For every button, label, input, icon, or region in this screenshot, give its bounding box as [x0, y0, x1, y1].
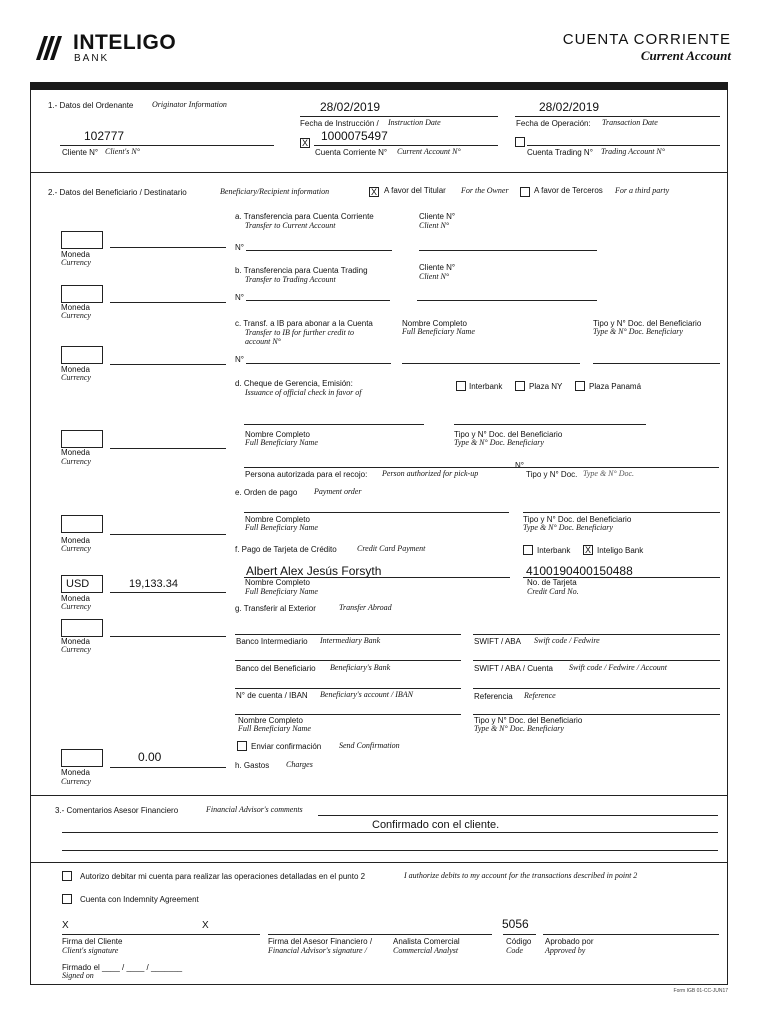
g-iban-label: N° de cuenta / IBAN: [236, 691, 308, 700]
option-c-label: c. Transf. a IB para abonar a la Cuenta: [235, 319, 373, 328]
d-name-line[interactable]: [244, 424, 424, 425]
form-id: Form IGB 01-CC-JUN17: [673, 988, 728, 994]
authorize-checkbox[interactable]: [62, 871, 72, 881]
g-benef-bank-line[interactable]: [235, 660, 461, 661]
h-currency-box[interactable]: [61, 749, 103, 767]
current-account-checkbox[interactable]: X: [301, 138, 308, 148]
b-n-label: N°: [235, 293, 244, 302]
trading-account-label-en: Trading Account N°: [601, 147, 665, 156]
for-owner-checkbox[interactable]: X: [370, 187, 377, 197]
code-line[interactable]: [503, 934, 536, 935]
g-intermediary-label: Banco Intermediario: [236, 637, 308, 646]
c-doc-line[interactable]: [593, 363, 720, 364]
d-pickup-doc-label-en: Type & N° Doc.: [583, 469, 635, 478]
analyst-label: Analista Comercial: [393, 937, 460, 946]
d-plaza-ny-label: Plaza NY: [529, 382, 563, 391]
client-signature-label-en: Client's signature: [62, 946, 119, 955]
b-client-label-en: Client N°: [419, 272, 450, 281]
d-amount-line[interactable]: [110, 448, 226, 449]
f-card-number-value[interactable]: 4100190400150488: [526, 564, 633, 578]
bank-logo-icon: [34, 34, 66, 62]
option-b-label: b. Transferencia para Cuenta Trading: [235, 266, 368, 275]
b-client-line[interactable]: [417, 300, 597, 301]
option-g-label-en: Transfer Abroad: [339, 603, 392, 612]
advisor-signature-label-en: Financial Advisor's signature /: [268, 946, 367, 955]
c-name-label: Nombre Completo: [402, 319, 467, 328]
c-n-label: N°: [235, 355, 244, 364]
option-d-label: d. Cheque de Gerencia, Emisión:: [235, 379, 353, 388]
a-amount-line[interactable]: [110, 247, 226, 248]
option-h-label: h. Gastos: [235, 761, 270, 770]
d-name-label-en: Full Beneficiary Name: [245, 438, 318, 447]
option-c-label-en-2: account N°: [245, 337, 281, 346]
bank-sub: BANK: [74, 53, 110, 64]
f-interbank-label: Interbank: [537, 546, 571, 555]
h-currency-label-en: Currency: [61, 777, 91, 786]
divider: [30, 795, 728, 796]
code-value[interactable]: 5056: [502, 917, 529, 931]
b-currency-box[interactable]: [61, 285, 103, 303]
f-card-label-en: Credit Card No.: [527, 587, 579, 596]
f-amount-value[interactable]: 19,133.34: [129, 578, 178, 590]
f-card-label: No. de Tarjeta: [527, 578, 577, 587]
third-party-label-en: For a third party: [615, 186, 670, 195]
g-reference-label-en: Reference: [524, 691, 556, 700]
client-number-label: Cliente N°: [62, 148, 99, 157]
d-doc-line[interactable]: [454, 424, 646, 425]
advisor-signature-label: Firma del Asesor Financiero /: [268, 937, 373, 946]
g-doc-label-en: Type & N° Doc. Beneficiary: [474, 724, 564, 733]
d-interbank-checkbox[interactable]: [456, 381, 466, 391]
g-benef-bank-label-en: Beneficiary's Bank: [330, 663, 391, 672]
d-doc-label-en: Type & N° Doc. Beneficiary: [454, 438, 544, 447]
d-pickup-label-en: Person authorized for pick-up: [382, 469, 479, 478]
g-intermediary-line[interactable]: [235, 634, 461, 635]
e-doc-label: Tipo y N° Doc. del Beneficiario: [523, 515, 632, 524]
s1-heading: 1.- Datos del Ordenante: [48, 101, 134, 110]
indemnity-label: Cuenta con Indemnity Agreement: [80, 895, 199, 904]
d-currency-box[interactable]: [61, 430, 103, 448]
option-c-label-en-1: Transfer to IB for further credit to: [245, 328, 355, 337]
c-currency-box[interactable]: [61, 346, 103, 364]
f-currency-value: USD: [66, 578, 90, 590]
b-account-line[interactable]: [246, 300, 390, 301]
operation-date-value[interactable]: 28/02/2019: [539, 100, 600, 114]
option-a-label: a. Transferencia para Cuenta Corriente: [235, 212, 374, 221]
d-pickup-line[interactable]: [244, 467, 719, 468]
a-n-label: N°: [235, 243, 244, 252]
current-account-label: Cuenta Corriente N°: [315, 148, 388, 157]
divider: [30, 172, 728, 173]
g-reference-line[interactable]: [473, 688, 720, 689]
b-amount-line[interactable]: [110, 302, 226, 303]
authorize-label: Autorizo debitar mi cuenta para realizar las operaciones detalladas en el punto 2: [80, 872, 366, 881]
h-charges-amount[interactable]: 0.00: [138, 750, 162, 764]
g-name-line[interactable]: [235, 714, 461, 715]
approved-label: Aprobado por: [545, 937, 594, 946]
a-currency-label: Moneda: [61, 250, 90, 259]
signed-on-label-en: Signed on: [62, 971, 94, 980]
b-client-label: Cliente N°: [419, 263, 456, 272]
for-owner-label-en: For the Owner: [461, 186, 509, 195]
code-label: Código: [506, 937, 532, 946]
d-doc-label: Tipo y N° Doc. del Beneficiario: [454, 430, 563, 439]
c-name-label-en: Full Beneficiary Name: [402, 327, 475, 336]
signed-on-label[interactable]: Firmado el ____ / ____ / _______: [62, 963, 183, 972]
a-currency-label-en: Currency: [61, 258, 91, 267]
g-swift-account-line[interactable]: [473, 660, 720, 661]
option-h-label-en: Charges: [286, 760, 313, 769]
g-currency-label: Moneda: [61, 637, 90, 646]
option-f-label-en: Credit Card Payment: [357, 544, 426, 553]
option-f-label: f. Pago de Tarjeta de Crédito: [235, 545, 337, 554]
g-swift-account-label: SWIFT / ABA / Cuenta: [474, 664, 553, 673]
g-iban-label-en: Beneficiary's account / IBAN: [320, 690, 414, 699]
d-currency-label-en: Currency: [61, 457, 91, 466]
c-doc-label-en: Type & N° Doc. Beneficiary: [593, 327, 683, 336]
third-party-checkbox[interactable]: [520, 187, 530, 197]
form-title: CUENTA CORRIENTE: [562, 31, 731, 48]
divider: [30, 862, 728, 863]
c-doc-label: Tipo y N° Doc. del Beneficiario: [593, 319, 702, 328]
g-doc-label: Tipo y N° Doc. del Beneficiario: [474, 716, 583, 725]
operation-date-label-en: Transaction Date: [602, 118, 658, 127]
advisor-signature-line[interactable]: [268, 934, 492, 935]
d-interbank-label: Interbank: [469, 382, 503, 391]
option-e-label: e. Orden de pago: [235, 488, 298, 497]
bank-name: INTELIGO: [73, 31, 177, 54]
a-currency-box[interactable]: [61, 231, 103, 249]
e-currency-label: Moneda: [61, 536, 90, 545]
e-name-label-en: Full Beneficiary Name: [245, 523, 318, 532]
g-doc-line[interactable]: [473, 714, 720, 715]
f-beneficiary-name-value[interactable]: Albert Alex Jesús Forsyth: [246, 564, 382, 578]
indemnity-checkbox[interactable]: [62, 894, 72, 904]
s3-heading: 3.- Comentarios Asesor Financiero: [55, 806, 179, 815]
f-currency-box[interactable]: [61, 575, 103, 593]
form-subtitle: Current Account: [640, 48, 731, 63]
g-name-label: Nombre Completo: [238, 716, 303, 725]
option-e-label-en: Payment order: [314, 487, 362, 496]
g-iban-line[interactable]: [235, 688, 461, 689]
option-a-label-en: Transfer to Current Account: [245, 221, 336, 230]
d-plaza-ny-checkbox[interactable]: [515, 381, 525, 391]
c-amount-line[interactable]: [110, 364, 226, 365]
f-interbank-checkbox[interactable]: [523, 545, 533, 555]
g-currency-box[interactable]: [61, 619, 103, 637]
f-inteligo-label: Inteligo Bank: [597, 546, 644, 555]
send-confirmation-label-en: Send Confirmation: [339, 741, 400, 750]
d-pickup-n-label: N°: [515, 461, 524, 470]
header-bar: [30, 82, 728, 90]
g-swift-label-en: Swift code / Fedwire: [534, 636, 600, 645]
g-currency-label-en: Currency: [61, 645, 91, 654]
send-confirmation-label: Enviar confirmación: [251, 742, 322, 751]
client-signature-label: Firma del Cliente: [62, 937, 123, 946]
trading-account-checkbox[interactable]: [515, 137, 525, 147]
g-amount-line[interactable]: [110, 636, 226, 637]
analyst-label-en: Commercial Analyst: [393, 946, 459, 955]
g-swift-label: SWIFT / ABA: [474, 637, 521, 646]
s2-heading: 2.- Datos del Beneficiario / Destinatario: [48, 188, 187, 197]
d-pickup-doc-label: Tipo y N° Doc.: [526, 470, 578, 479]
h-currency-label: Moneda: [61, 768, 90, 777]
client-number-value[interactable]: 102777: [84, 129, 125, 143]
s3-heading-en: Financial Advisor's comments: [206, 805, 303, 814]
instruction-date-label-en: Instruction Date: [388, 118, 441, 127]
f-name-label-en: Full Beneficiary Name: [245, 587, 318, 596]
c-currency-label-en: Currency: [61, 373, 91, 382]
s2-heading-en: Beneficiary/Recipient information: [220, 187, 330, 196]
send-confirmation-checkbox[interactable]: [237, 741, 247, 751]
b-currency-label: Moneda: [61, 303, 90, 312]
c-name-line[interactable]: [402, 363, 580, 364]
g-name-label-en: Full Beneficiary Name: [238, 724, 311, 733]
g-swift-line[interactable]: [473, 634, 720, 635]
d-plaza-panama-label: Plaza Panamá: [589, 382, 642, 391]
b-currency-label-en: Currency: [61, 311, 91, 320]
third-party-label: A favor de Terceros: [534, 186, 603, 195]
option-g-label: g. Transferir al Exterior: [235, 604, 316, 613]
code-label-en: Code: [506, 946, 523, 955]
e-currency-label-en: Currency: [61, 544, 91, 553]
e-name-label: Nombre Completo: [245, 515, 310, 524]
approved-line[interactable]: [543, 934, 719, 935]
e-doc-label-en: Type & N° Doc. Beneficiary: [523, 523, 613, 532]
f-currency-label-en: Currency: [61, 602, 91, 611]
e-currency-box[interactable]: [61, 515, 103, 533]
current-account-value[interactable]: 1000075497: [321, 129, 388, 143]
client-signature-x2: X: [202, 920, 209, 931]
client-signature-line[interactable]: [62, 934, 260, 935]
approved-label-en: Approved by: [545, 946, 586, 955]
g-benef-bank-label: Banco del Beneficiario: [236, 664, 316, 673]
a-client-line[interactable]: [419, 250, 597, 251]
c-account-line[interactable]: [246, 363, 391, 364]
g-reference-label: Referencia: [474, 692, 513, 701]
option-d-label-en: Issuance of official check in favor of: [245, 388, 362, 397]
g-swift-account-label-en: Swift code / Fedwire / Account: [569, 663, 667, 672]
e-doc-line[interactable]: [523, 512, 720, 513]
e-name-line[interactable]: [244, 512, 509, 513]
a-client-label: Cliente N°: [419, 212, 456, 221]
trading-account-label: Cuenta Trading N°: [527, 148, 593, 157]
operation-date-label: Fecha de Operación:: [516, 119, 591, 128]
e-amount-line[interactable]: [110, 534, 226, 535]
a-client-label-en: Client N°: [419, 221, 450, 230]
authorize-label-en: I authorize debits to my account for the transactions described in point 2: [404, 871, 638, 880]
client-number-label-en: Client's N°: [105, 147, 140, 156]
d-pickup-label: Persona autorizada para el recojo:: [245, 470, 368, 479]
c-currency-label: Moneda: [61, 365, 90, 374]
a-account-line[interactable]: [246, 250, 392, 251]
for-owner-label: A favor del Titular: [384, 186, 446, 195]
f-currency-label: Moneda: [61, 594, 90, 603]
f-name-label: Nombre Completo: [245, 578, 310, 587]
g-intermediary-label-en: Intermediary Bank: [320, 636, 381, 645]
d-name-label: Nombre Completo: [245, 430, 310, 439]
instruction-date-value[interactable]: 28/02/2019: [320, 100, 381, 114]
option-b-label-en: Transfer to Trading Account: [245, 275, 336, 284]
comment-text[interactable]: Confirmado con el cliente.: [372, 819, 500, 831]
d-plaza-panama-checkbox[interactable]: [575, 381, 585, 391]
f-inteligo-checkbox[interactable]: X: [584, 545, 591, 555]
client-signature-x: X: [62, 920, 69, 931]
s1-heading-en: Originator Information: [152, 100, 227, 109]
d-currency-label: Moneda: [61, 448, 90, 457]
current-account-label-en: Current Account N°: [397, 147, 461, 156]
instruction-date-label: Fecha de Instrucción /: [300, 119, 379, 128]
